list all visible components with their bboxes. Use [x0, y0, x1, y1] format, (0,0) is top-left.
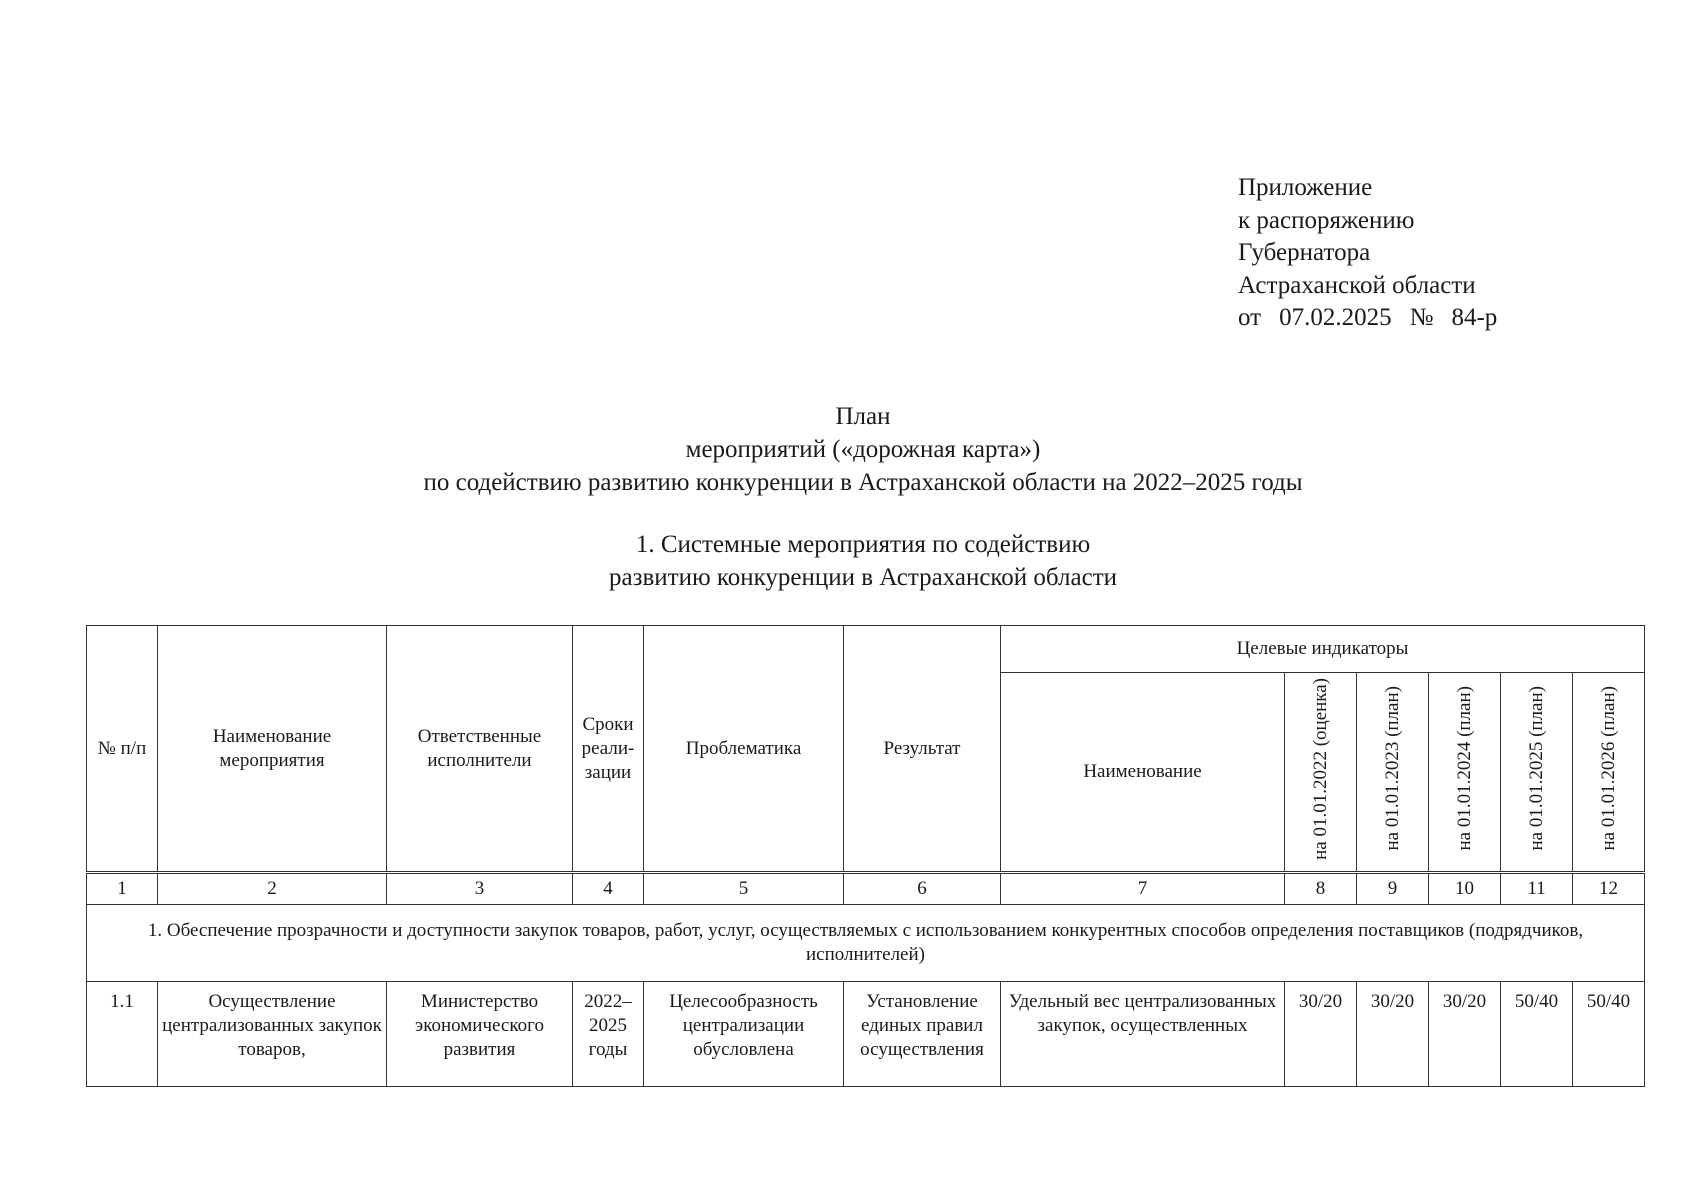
header-date-2023	[1357, 673, 1429, 873]
document-number: 84-р	[1451, 304, 1498, 331]
cell-terms: 2022–2025 годы	[573, 982, 644, 1087]
section-row-title: 1. Обеспечение прозрачности и доступности закупок товаров, работ, услуг, осуществляемых с использованием конкурентных способов определения поставщиков (подрядчиков, исполнителей)	[87, 905, 1645, 982]
section-title-line: 1. Системные мероприятия по содействию	[635, 531, 1091, 558]
column-number: 7	[1001, 873, 1285, 905]
appendix-line: Астраханской области	[1238, 271, 1476, 299]
cell-problem: Целесообразность централизации обусловлена	[644, 982, 844, 1087]
cell-executors: Министерство экономического развития	[387, 982, 573, 1087]
column-number-row	[87, 873, 1645, 905]
document-date: 07.02.2025	[1279, 304, 1392, 331]
header-date-2025	[1501, 673, 1573, 873]
cell-result: Установление единых правил осуществления	[844, 982, 1001, 1087]
cell-value-2026: 50/40	[1573, 982, 1645, 1087]
plan-table	[86, 625, 1645, 1087]
column-number: 2	[158, 873, 387, 905]
column-number: 8	[1285, 873, 1357, 905]
column-number: 9	[1357, 873, 1429, 905]
header-indicator-name: Наименование	[1001, 673, 1285, 873]
header-date-label: на 01.01.2024 (план)	[1453, 686, 1475, 851]
header-executors: Ответственные исполнители	[387, 626, 573, 873]
section-title-line: развитию конкуренции в Астраханской области	[608, 564, 1118, 591]
cell-num: 1.1	[87, 982, 158, 1087]
number-sign: №	[1409, 304, 1434, 331]
document-title	[0, 400, 1696, 499]
header-date-label: на 01.01.2026 (план)	[1597, 686, 1619, 851]
header-date-label: на 01.01.2022 (оценка)	[1309, 677, 1331, 860]
header-problem: Проблематика	[644, 626, 844, 873]
title-line: по содействию развитию конкуренции в Астраханской области на 2022–2025 годы	[423, 469, 1303, 496]
appendix-date-line	[1238, 302, 1497, 335]
cell-event-name: Осуществление централизованных закупок товаров,	[158, 982, 387, 1087]
column-number: 6	[844, 873, 1001, 905]
column-number: 1	[87, 873, 158, 905]
appendix-line: Губернатора	[1238, 239, 1371, 266]
header-date-2026	[1573, 673, 1645, 873]
column-number: 4	[573, 873, 644, 905]
header-date-label: на 01.01.2023 (план)	[1381, 686, 1403, 851]
section-title	[0, 528, 1696, 594]
appendix-line: к распоряжению	[1238, 206, 1415, 234]
header-date-2024	[1429, 673, 1501, 873]
title-line: мероприятий («дорожная карта»)	[685, 436, 1041, 463]
appendix-block	[1238, 172, 1497, 335]
cell-value-2025: 50/40	[1501, 982, 1573, 1087]
column-number: 12	[1573, 873, 1645, 905]
title-line: План	[835, 403, 891, 430]
header-num: № п/п	[87, 626, 158, 873]
header-terms: Сроки реали-зации	[573, 626, 644, 873]
date-prefix: от	[1238, 304, 1262, 331]
column-number: 5	[644, 873, 844, 905]
cell-value-2022: 30/20	[1285, 982, 1357, 1087]
cell-value-2023: 30/20	[1357, 982, 1429, 1087]
column-number: 11	[1501, 873, 1573, 905]
header-date-2022	[1285, 673, 1357, 873]
section-row	[87, 905, 1645, 982]
cell-value-2024: 30/20	[1429, 982, 1501, 1087]
appendix-line: Приложение	[1238, 174, 1373, 201]
header-date-label: на 01.01.2025 (план)	[1525, 686, 1547, 851]
column-number: 3	[387, 873, 573, 905]
header-result: Результат	[844, 626, 1001, 873]
header-row	[87, 626, 1645, 673]
header-target-indicators: Целевые индикаторы	[1001, 626, 1645, 673]
header-event-name: Наименование мероприятия	[158, 626, 387, 873]
cell-indicator-name: Удельный вес централизованных закупок, осуществленных	[1001, 982, 1285, 1087]
table-row	[87, 982, 1645, 1087]
column-number: 10	[1429, 873, 1501, 905]
